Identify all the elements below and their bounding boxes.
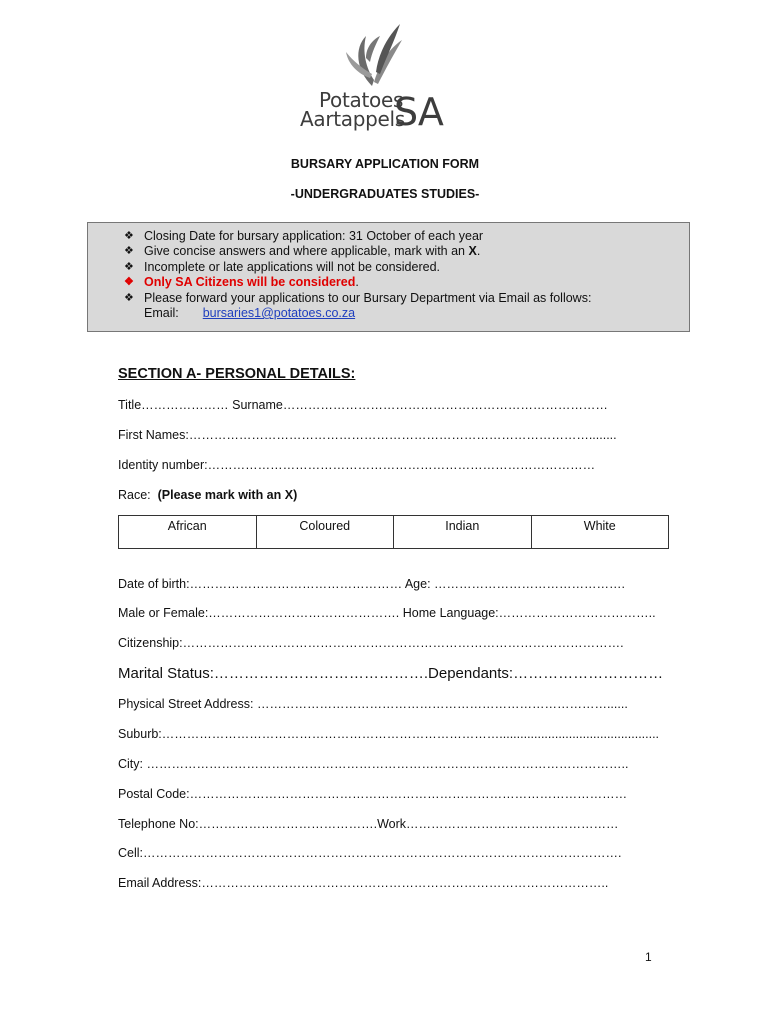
notice-item-concise: ❖ Give concise answers and where applicable, mark with an X. [124, 244, 481, 259]
race-instruction: (Please mark with an X) [157, 488, 298, 502]
identity-number-field[interactable]: Identity number:………………………………………………………………………………… [118, 458, 596, 472]
cell-field[interactable]: Cell:……………………………………………………………………………………………………. [118, 846, 622, 860]
diamond-bullet-icon: ❖ [124, 276, 134, 289]
race-option-coloured[interactable]: Coloured [256, 516, 394, 549]
notice-email-line [144, 306, 689, 321]
race-table [118, 515, 669, 549]
instructions-box [87, 222, 690, 332]
diamond-bullet-icon: ❖ [124, 260, 134, 273]
diamond-bullet-icon: ❖ [124, 230, 134, 242]
notice-item-incomplete: ❖ Incomplete or late applications will not be considered. [124, 259, 441, 274]
race-label-row [118, 488, 297, 502]
logo-text-sa: SA [394, 90, 443, 134]
postal-code-field[interactable]: Postal Code:…………………………………………………………………………………………… [118, 787, 628, 801]
race-option-white[interactable]: White [531, 516, 669, 549]
suburb-field[interactable]: Suburb:……………………………………………………………………….............................................. [118, 727, 660, 741]
citizenship-field[interactable]: Citizenship:……………………………………………………………………………………………. [118, 636, 624, 650]
potato-plant-leaf-icon [336, 18, 408, 90]
section-a-title: SECTION A- PERSONAL DETAILS: [118, 366, 356, 382]
telephone-work-field[interactable]: Telephone No:…………………………………….Work…………………………………………… [118, 817, 619, 831]
dob-age-field[interactable]: Date of birth:…………………………………………… Age: ………………………………………. [118, 577, 626, 591]
email-label: Email: [144, 306, 179, 321]
race-option-african[interactable]: African [119, 516, 257, 549]
notice-item-closing-date: ❖ Closing Date for bursary application: 31 October of each year [124, 229, 484, 243]
first-names-field[interactable]: First Names:……………………………………………………………………………………........ [118, 428, 617, 442]
bursary-email-link[interactable]: bursaries1@potatoes.co.za [202, 306, 356, 321]
diamond-bullet-icon: ❖ [124, 245, 134, 258]
potatoes-sa-logo [296, 18, 446, 134]
form-heading: BURSARY APPLICATION FORM [290, 157, 480, 171]
logo-text-aartappels: Aartappels [300, 107, 405, 131]
page-number: 1 [645, 950, 652, 964]
race-option-indian[interactable]: Indian [394, 516, 532, 549]
form-subheading: -UNDERGRADUATES STUDIES- [290, 187, 480, 201]
notice-item-citizens: ❖ Only SA Citizens will be considered. [124, 275, 359, 290]
gender-language-field[interactable]: Male or Female:………………………………………. Home Language:……………………………….. [118, 606, 656, 620]
diamond-bullet-icon: ❖ [124, 291, 134, 304]
email-address-field[interactable]: Email Address:…………………………………………………………………………………….. [118, 876, 609, 890]
city-field[interactable]: City: …………………………………………………………………………………………………….. [118, 757, 629, 771]
marital-dependants-field[interactable]: Marital Status:…………………………………….Dependants:………………………… [118, 665, 664, 682]
logo-text-potatoes: Potatoes [319, 88, 404, 112]
street-address-field[interactable]: Physical Street Address: …………………………………………………………………………...... [118, 697, 628, 711]
title-surname-field[interactable]: Title………………… Surname…………………………………………………………………… [118, 398, 608, 412]
race-label: Race: [118, 488, 151, 502]
notice-item-forward: ❖ Please forward your applications to our Bursary Department via Email as follows: [124, 290, 592, 305]
